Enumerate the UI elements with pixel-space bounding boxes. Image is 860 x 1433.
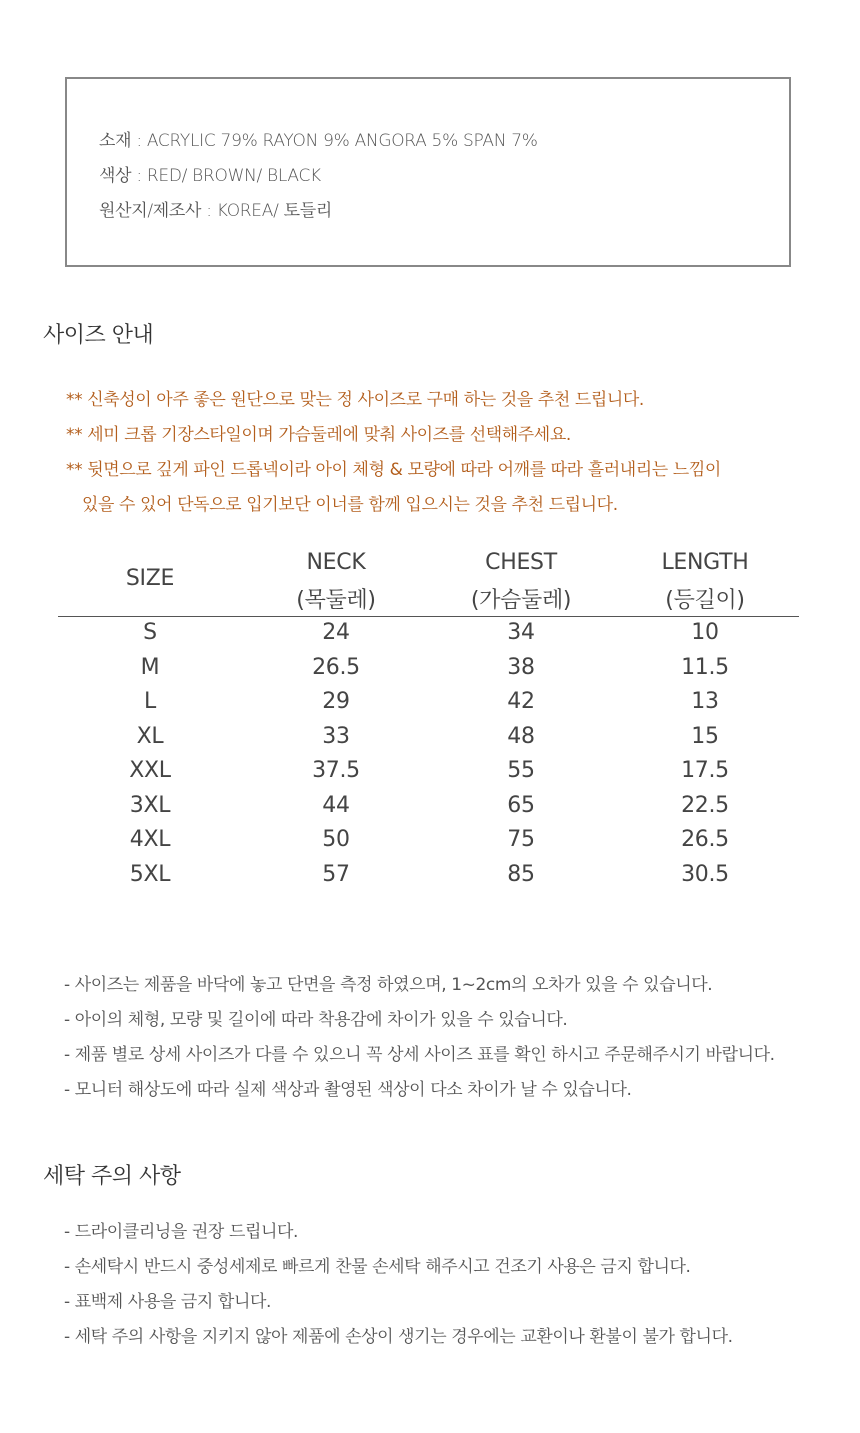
size-note-3: - 제품 별로 상세 사이즈가 다를 수 있으니 꼭 상세 사이즈 표를 확인 하시고 주문해주시기 바랍니다. — [64, 1045, 775, 1065]
table-cell-size: S — [143, 620, 157, 645]
table-cell-neck: 26.5 — [312, 654, 360, 680]
table-cell-size: 4XL — [129, 827, 171, 852]
table-cell-chest: 85 — [507, 861, 535, 887]
table-cell-length: 13 — [691, 689, 719, 714]
care-item-4: - 세탁 주의 사항을 지키지 않아 제품에 손상이 생기는 경우에는 교환이나 환불이 불가 합니다. — [64, 1327, 733, 1347]
table-cell-neck: 29 — [322, 689, 350, 714]
table-cell-chest: 42 — [507, 689, 535, 714]
size-note-1: - 사이즈는 제품을 바닥에 놓고 단면을 측정 하였으며, 1~2cm의 오차가 있을 수 있습니다. — [64, 975, 713, 995]
header-length-sub: (등길이) — [665, 588, 745, 613]
care-item-3: - 표백제 사용을 금지 합니다. — [64, 1292, 271, 1312]
table-cell-chest: 34 — [507, 620, 535, 645]
header-neck-sub: (목둘레) — [296, 588, 376, 613]
table-cell-neck: 44 — [322, 792, 350, 818]
origin-text: 원산지/제조사 : KOREA/ 토들리 — [99, 201, 332, 221]
size-notice-3: ** 뒷면으로 깊게 파인 드롭넥이라 아이 체형 & 모량에 따라 어깨를 따라 흘러내리는 느낌이 — [66, 460, 721, 480]
table-cell-size: XL — [136, 723, 164, 749]
header-length: LENGTH — [661, 550, 749, 575]
size-note-2: - 아이의 체형, 모량 및 길이에 따라 착용감에 차이가 있을 수 있습니다. — [64, 1010, 568, 1030]
header-chest: CHEST — [485, 550, 557, 575]
color-text: 색상 : RED/ BROWN/ BLACK — [99, 166, 321, 186]
table-cell-length: 17.5 — [681, 758, 729, 783]
table-cell-size: M — [140, 654, 160, 680]
care-item-2: - 손세탁시 반드시 중성세제로 빠르게 찬물 손세탁 해주시고 건조기 사용은 금지 합니다. — [64, 1257, 691, 1277]
size-notice-2: ** 세미 크롭 기장스타일이며 가슴둘레에 맞춰 사이즈를 선택해주세요. — [66, 425, 571, 445]
table-cell-neck: 24 — [322, 620, 350, 645]
table-cell-length: 26.5 — [681, 827, 729, 852]
table-cell-neck: 50 — [322, 827, 350, 852]
header-size: SIZE — [125, 566, 175, 591]
size-notice-1: ** 신축성이 아주 좋은 원단으로 맞는 정 사이즈로 구매 하는 것을 추천 드립니다. — [66, 390, 644, 410]
table-cell-chest: 38 — [507, 654, 535, 680]
table-cell-chest: 48 — [507, 723, 535, 749]
table-cell-size: L — [144, 689, 156, 714]
table-cell-neck: 57 — [322, 861, 350, 887]
table-cell-size: 3XL — [129, 792, 171, 818]
table-cell-chest: 55 — [507, 758, 535, 783]
table-cell-size: 5XL — [129, 861, 171, 887]
product-info-box — [65, 77, 791, 267]
table-cell-length: 11.5 — [681, 654, 729, 680]
material-text: 소재 : ACRYLIC 79% RAYON 9% ANGORA 5% SPAN 7% — [99, 131, 538, 151]
size-note-4: - 모니터 해상도에 따라 실제 색상과 촬영된 색상이 다소 차이가 날 수 있습니다. — [64, 1080, 632, 1100]
care-title: 세탁 주의 사항 — [43, 1164, 181, 1189]
table-cell-neck: 33 — [322, 723, 350, 749]
header-chest-sub: (가슴둘레) — [470, 588, 572, 613]
table-cell-length: 15 — [691, 723, 719, 749]
table-cell-length: 30.5 — [681, 861, 729, 887]
table-cell-length: 10 — [691, 620, 719, 645]
care-item-1: - 드라이클리닝을 권장 드립니다. — [64, 1222, 299, 1242]
size-notice-4: 있을 수 있어 단독으로 입기보단 이너를 함께 입으시는 것을 추천 드립니다. — [82, 495, 618, 515]
table-cell-length: 22.5 — [681, 792, 729, 818]
table-cell-chest: 75 — [507, 827, 535, 852]
table-header-divider — [58, 616, 799, 617]
header-neck: NECK — [306, 550, 366, 575]
size-guide-title: 사이즈 안내 — [43, 323, 154, 348]
table-cell-chest: 65 — [507, 792, 535, 818]
table-cell-neck: 37.5 — [312, 758, 360, 783]
table-cell-size: XXL — [129, 758, 171, 783]
